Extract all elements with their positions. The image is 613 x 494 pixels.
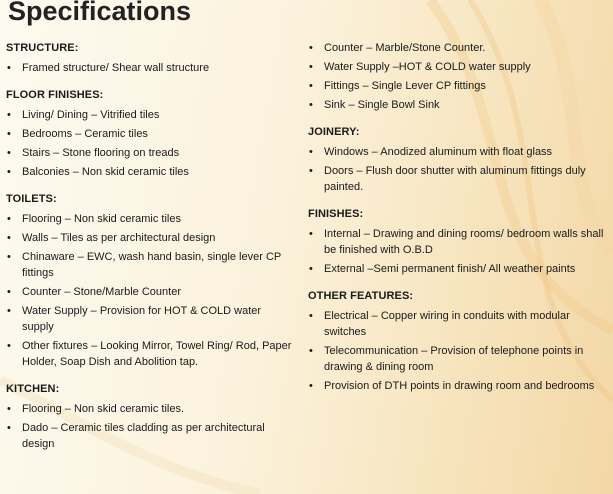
list-item: • Flooring – Non skid ceramic tiles. xyxy=(6,401,294,417)
list-item: • Provision of DTH points in drawing room and bedrooms xyxy=(308,378,606,394)
section-heading: TOILETS: xyxy=(6,193,57,205)
other-features-list xyxy=(308,308,606,394)
list-item: • Living/ Dining – Vitrified tiles xyxy=(6,107,294,123)
section-heading: FINISHES: xyxy=(308,208,364,220)
list-item: • Water Supply – Provision for HOT & COLD water supply xyxy=(6,303,294,335)
list-item: • Fittings – Single Lever CP fittings xyxy=(308,78,606,94)
kitchen-list xyxy=(6,401,294,452)
list-item: • Counter – Stone/Marble Counter xyxy=(6,284,294,300)
structure-section xyxy=(6,40,294,76)
kitchen-continued-section xyxy=(308,40,606,113)
list-item: • Stairs – Stone flooring on treads xyxy=(6,145,294,161)
list-item: • Telecommunication – Provision of telephone points in drawing & dining room xyxy=(308,343,606,375)
kitchen-continued-list xyxy=(308,40,606,113)
list-item: • Water Supply –HOT & COLD water supply xyxy=(308,59,606,75)
list-item: • Counter – Marble/Stone Counter. xyxy=(308,40,606,56)
kitchen-section xyxy=(6,381,294,452)
section-heading: JOINERY: xyxy=(308,126,360,138)
right-column xyxy=(308,40,606,405)
toilets-list xyxy=(6,211,294,370)
floor-finishes-list xyxy=(6,107,294,180)
list-item: • Electrical – Copper wiring in conduits with modular switches xyxy=(308,308,606,340)
finishes-list xyxy=(308,226,606,277)
list-item: • Internal – Drawing and dining rooms/ bedroom walls shall be finished with O.B.D xyxy=(308,226,606,258)
toilets-section xyxy=(6,191,294,370)
section-heading: OTHER FEATURES: xyxy=(308,290,414,302)
list-item: • Chinaware – EWC, wash hand basin, single lever CP fittings xyxy=(6,249,294,281)
joinery-list xyxy=(308,144,606,195)
structure-list xyxy=(6,60,294,76)
section-heading: STRUCTURE: xyxy=(6,42,79,54)
list-item: • Walls – Tiles as per architectural design xyxy=(6,230,294,246)
list-item: • Dado – Ceramic tiles cladding as per architectural design xyxy=(6,420,294,452)
list-item: • Sink – Single Bowl Sink xyxy=(308,97,606,113)
list-item: • Framed structure/ Shear wall structure xyxy=(6,60,294,76)
list-item: • External –Semi permanent finish/ All weather paints xyxy=(308,261,606,277)
section-heading: FLOOR FINISHES: xyxy=(6,89,104,101)
finishes-section xyxy=(308,206,606,277)
list-item: • Balconies – Non skid ceramic tiles xyxy=(6,164,294,180)
floor-finishes-section xyxy=(6,87,294,180)
list-item: • Windows – Anodized aluminum with float glass xyxy=(308,144,606,160)
list-item: • Doors – Flush door shutter with aluminum fittings duly painted. xyxy=(308,163,606,195)
joinery-section xyxy=(308,124,606,195)
list-item: • Flooring – Non skid ceramic tiles xyxy=(6,211,294,227)
other-features-section xyxy=(308,288,606,394)
section-heading: KITCHEN: xyxy=(6,383,60,395)
list-item: • Bedrooms – Ceramic tiles xyxy=(6,126,294,142)
page-title: Specifications xyxy=(8,0,192,26)
left-column xyxy=(6,40,294,463)
list-item: • Other fixtures – Looking Mirror, Towel Ring/ Rod, Paper Holder, Soap Dish and Abolition tap. xyxy=(6,338,294,370)
